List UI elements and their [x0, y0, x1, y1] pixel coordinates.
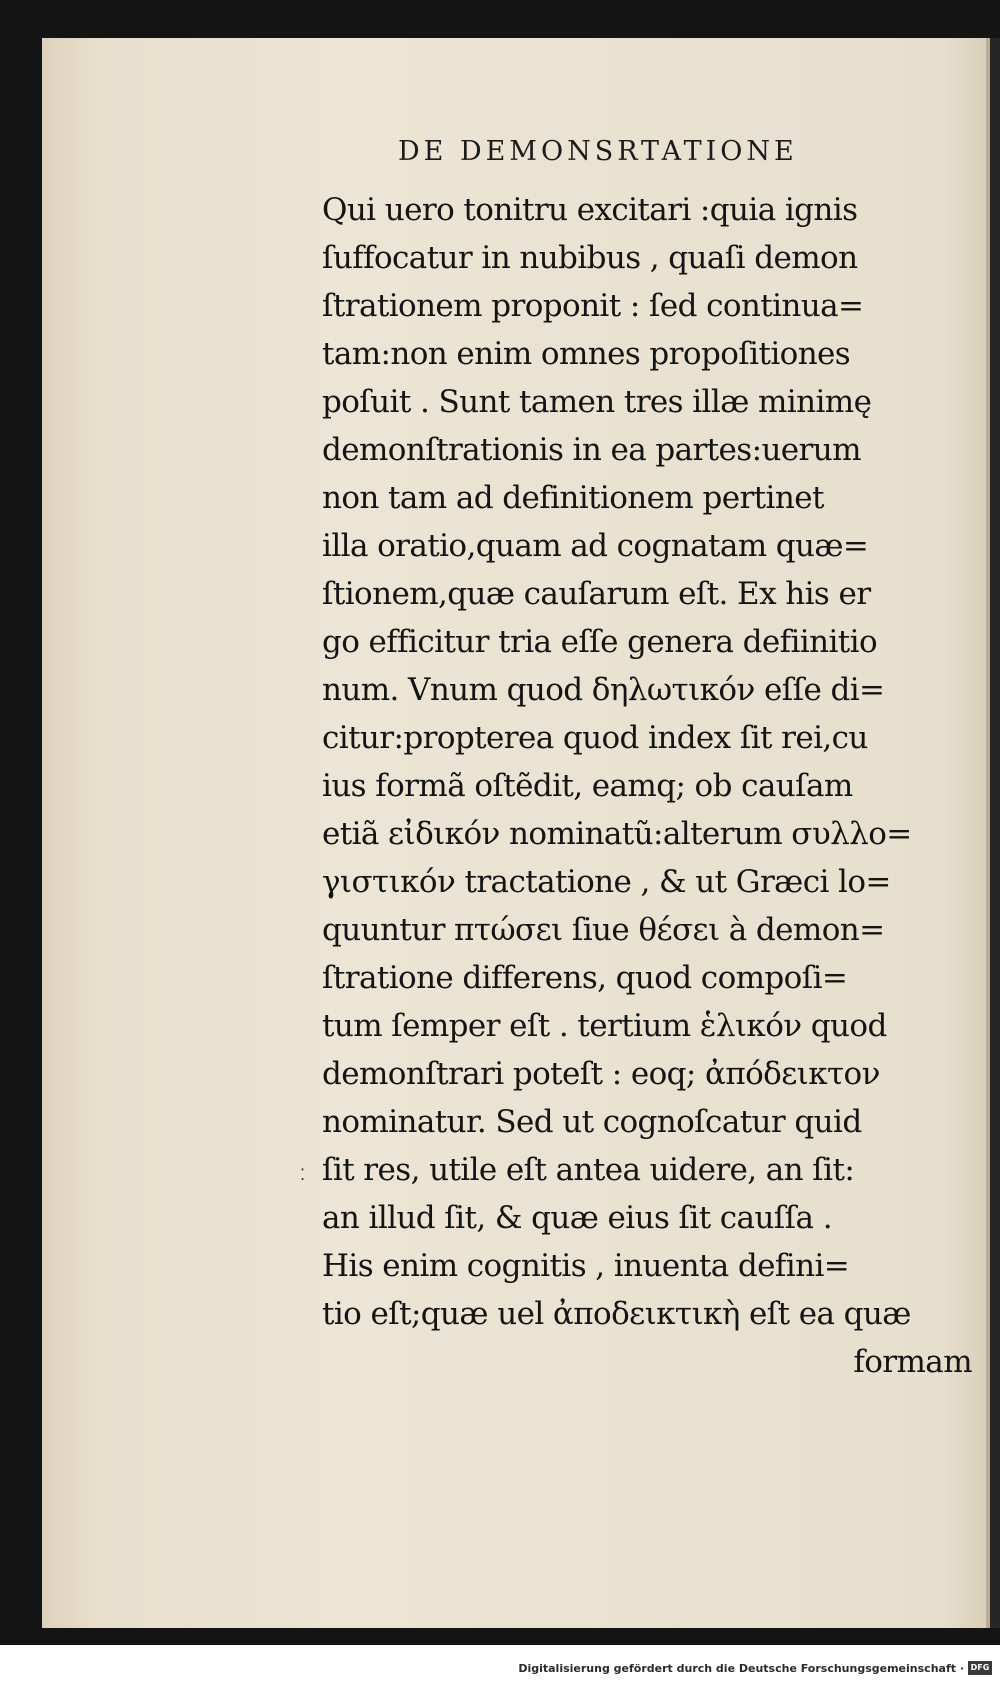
text-line: nominatur. Sed ut cognoſcatur quid [322, 1104, 862, 1140]
text-line: ſtionem,quæ cauſarum eſt. Ex his er [322, 576, 871, 612]
body-text [322, 186, 972, 1386]
text-line: tio eſt;quæ uel ἀποδεικτικὴ eſt ea quæ [322, 1296, 911, 1332]
text-line: His enim cognitis , inuenta defini= [322, 1248, 850, 1284]
text-line: ius formã oſtẽdit, eamq; ob cauſam [322, 768, 853, 804]
text-line: citur:propterea quod index ſit rei,cu [322, 720, 868, 756]
margin-mark: ⁚ [300, 1165, 306, 1184]
catchword: formam [853, 1344, 972, 1380]
text-line: ſtratione differens, quod compoſi= [322, 960, 848, 996]
text-line: ſuffocatur in nubibus , quaſi demon [322, 240, 858, 276]
running-head: DE DEMONSRTATIONE [398, 136, 798, 167]
digitization-credit: Digitalisierung gefördert durch die Deutsche Forschungsgemeinschaft · [518, 1662, 964, 1675]
text-line: quuntur πτώσει ſiue θέσει à demon= [322, 912, 885, 948]
text-line: non tam ad definitionem pertinet [322, 480, 824, 516]
text-line: go efficitur tria eſſe genera defiinitio [322, 624, 878, 660]
text-line: demonſtrari poteſt : eoq; ἀπόδεικτον [322, 1056, 880, 1092]
text-line: an illud ſit, & quæ eius ſit cauſſa . [322, 1200, 832, 1236]
text-line: ſtrationem proponit : ſed continua= [322, 288, 864, 324]
text-line: Qui uero tonitru excitari :quia ignis [322, 192, 858, 228]
text-line: γιστικόν tractatione , & ut Græci lo= [322, 864, 891, 900]
text-line: num. Vnum quod δηλωτικόν eſſe di= [322, 672, 885, 708]
text-line: illa oratio,quam ad cognatam quæ= [322, 528, 869, 564]
dfg-logo: DFG [968, 1661, 992, 1675]
page-edge [986, 38, 990, 1628]
text-line: etiã εἰδικόν nominatũ:alterum συλλο= [322, 816, 912, 852]
text-line: ſit res, utile eſt antea uidere, an ſit: [322, 1152, 855, 1188]
text-line: poſuit . Sunt tamen tres illæ minimę [322, 384, 872, 420]
text-line: demonſtrationis in ea partes:uerum [322, 432, 861, 468]
text-line: tum ſemper eſt . tertium ἑλικόν quod [322, 1008, 887, 1044]
text-line: tam:non enim omnes propoſitiones [322, 336, 851, 372]
